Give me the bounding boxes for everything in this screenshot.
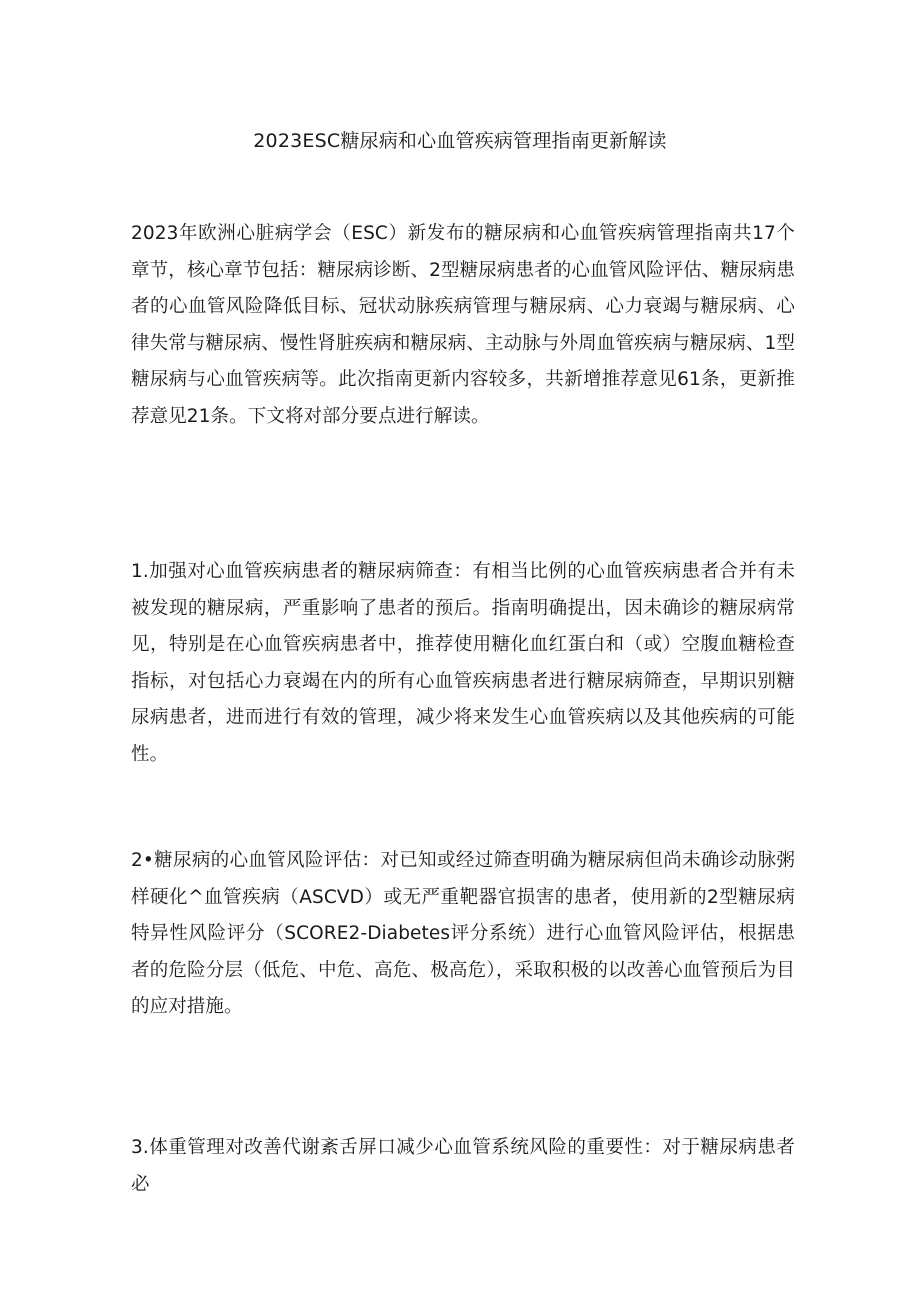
paragraph-diabetes-screening: 1.加强对心血管疾病患者的糖尿病筛查：有相当比例的心血管疾病患者合并有未被发现的糖尿病，严重影响了患者的预后。指南明确提出，因未确诊的糖尿病常见，特别是在心血管疾病患者中，推荐使用糖化血红蛋白和（或）空腹血糖检查指标，对包括心力衰竭在内的所有心血管疾病患者进行糖尿病筛查，早期识别糖尿病患者，进而进行有效的管理，减少将来发生心血管疾病以及其他疾病的可能性。	[131, 561, 795, 765]
paragraph-cardiovascular-risk-assessment: 2•糖尿病的心血管风险评估：对已知或经过筛查明确为糖尿病但尚未确诊动脉粥样硬化^血管疾病（ASCVD）或无严重靶器官损害的患者，使用新的2型糖尿病特异性风险评分（SCORE2-Diabetes评分系统）进行心血管风险评估，根据患者的危险分层（低危、中危、高危、极高危），采取积极的以改善心血管预后为目的应对措施。	[131, 850, 795, 1018]
paragraph-intro: 2023年欧洲心脏病学会（ESC）新发布的糖尿病和心血管疾病管理指南共17个章节，核心章节包括：糖尿病诊断、2型糖尿病患者的心血管风险评估、糖尿病患者的心血管风险降低目标、冠状动脉疾病管理与糖尿病、心力衰竭与糖尿病、心律失常与糖尿病、慢性肾脏疾病和糖尿病、主动脉与外周血管疾病与糖尿病、1型糖尿病与心血管疾病等。此次指南更新内容较多，共新增推荐意见61条，更新推荐意见21条。下文将对部分要点进行解读。	[131, 223, 795, 427]
paragraph-weight-management: 3.体重管理对改善代谢紊舌屏口减少心血管系统风险的重要性：对于糖尿病患者必	[131, 1137, 795, 1195]
document-title: 2023ESC糖尿病和心血管疾病管理指南更新解读	[253, 130, 667, 152]
